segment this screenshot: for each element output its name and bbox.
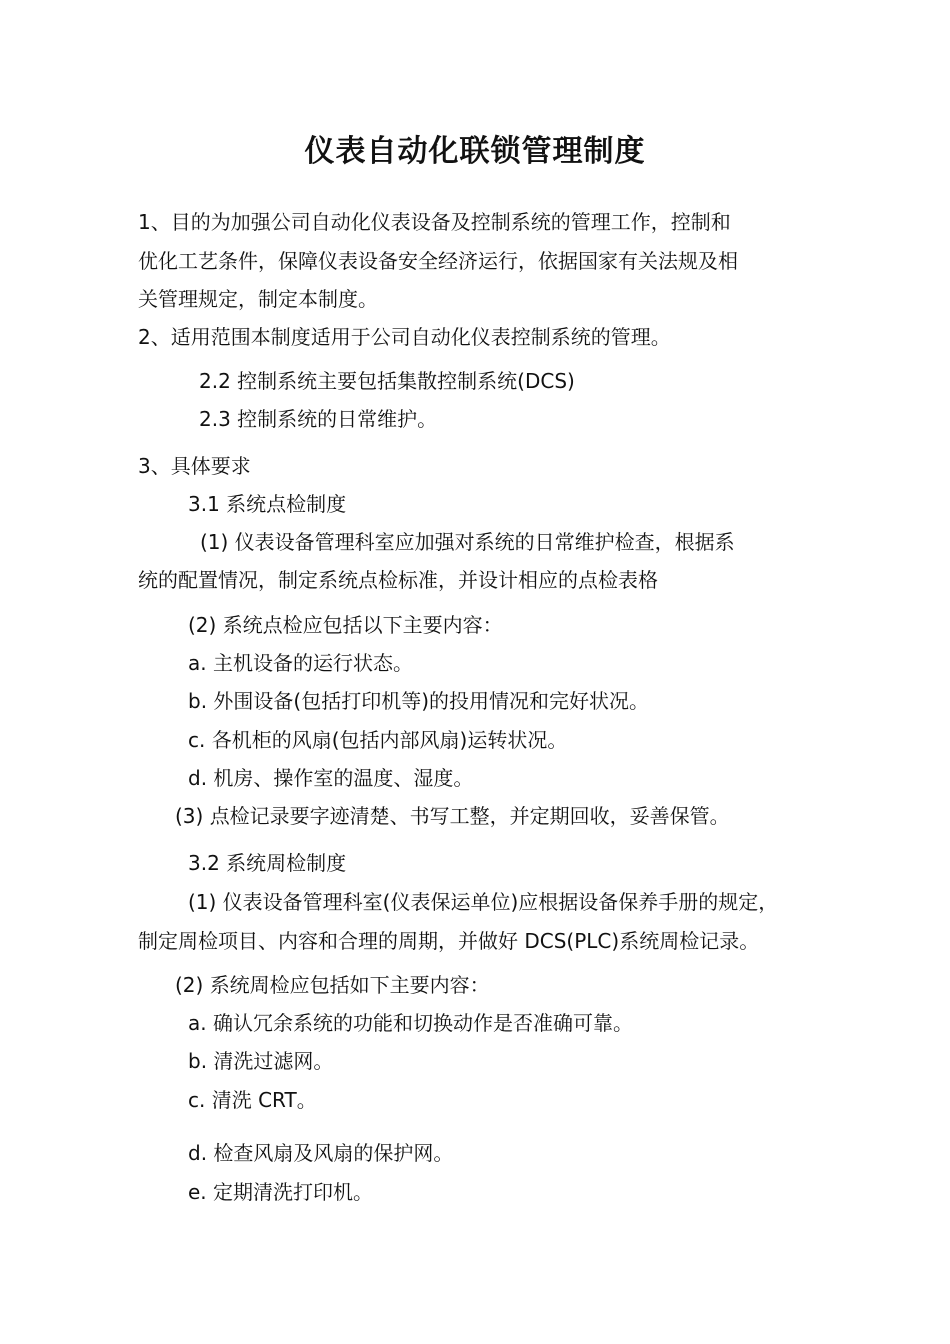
item-3-1-1-line-2: 统的配置情况，制定系统点检标准，并设计相应的点检表格 [138,568,658,592]
paragraph-line-purpose-1: 1、目的为加强公司自动化仪表设备及控制系统的管理工作，控制和 [138,210,731,234]
subsection-3-2-heading: 3.2 系统周检制度 [188,851,347,875]
paragraph-line-purpose-3: 关管理规定，制定本制度。 [138,287,378,311]
list-item-3-2-d: d. 检查风扇及风扇的保护网。 [188,1141,454,1165]
list-item-3-1-c: c. 各机柜的风扇(包括内部风扇)运转状况。 [188,728,568,752]
list-item-3-2-a: a. 确认冗余系统的功能和切换动作是否准确可靠。 [188,1011,633,1035]
item-3-1-3: (3) 点检记录要字迹清楚、书写工整，并定期回收，妥善保管。 [175,804,730,828]
list-item-3-1-b: b. 外围设备(包括打印机等)的投用情况和完好状况。 [188,689,650,713]
list-item-3-2-b: b. 清洗过滤网。 [188,1049,334,1073]
section-3-heading: 3、具体要求 [138,454,251,478]
item-3-1-2: (2) 系统点检应包括以下主要内容： [188,613,503,637]
item-3-1-1-line-1: (1) 仪表设备管理科室应加强对系统的日常维护检查，根据系 [200,530,735,554]
paragraph-line-purpose-2: 优化工艺条件，保障仪表设备安全经济运行，依据国家有关法规及相 [138,249,738,273]
subsection-3-1-heading: 3.1 系统点检制度 [188,492,347,516]
paragraph-line-scope: 2、适用范围本制度适用于公司自动化仪表控制系统的管理。 [138,325,671,349]
item-3-2-1-line-1: (1) 仪表设备管理科室(仪表保运单位)应根据设备保养手册的规定， [188,890,779,914]
item-3-2-2: (2) 系统周检应包括如下主要内容： [175,973,490,997]
list-item-3-1-d: d. 机房、操作室的温度、湿度。 [188,766,474,790]
subsection-2-3: 2.3 控制系统的日常维护。 [199,407,438,431]
list-item-3-2-e: e. 定期清洗打印机。 [188,1180,374,1204]
list-item-3-2-c: c. 清洗 CRT。 [188,1088,317,1112]
item-3-2-1-line-2: 制定周检项目、内容和合理的周期，并做好 DCS(PLC)系统周检记录。 [138,929,760,953]
list-item-3-1-a: a. 主机设备的运行状态。 [188,651,413,675]
subsection-2-2: 2.2 控制系统主要包括集散控制系统(DCS) [199,369,575,393]
document-title: 仪表自动化联锁管理制度 [304,134,646,169]
